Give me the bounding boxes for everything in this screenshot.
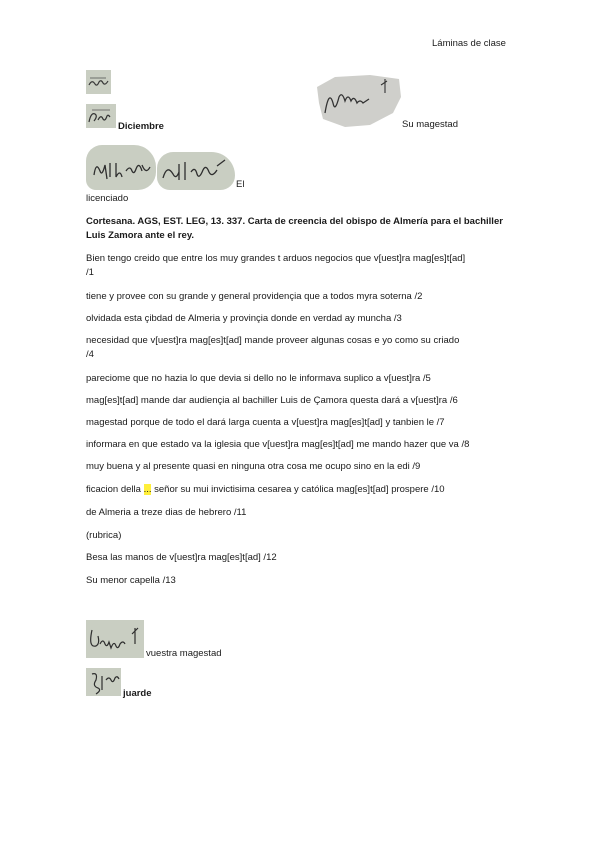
manuscript-fragment-image [86,104,116,128]
manuscript-fragment-image [86,145,156,190]
transcription-line: Bien tengo creido que entre los muy grandes t arduos negocios que v[uest]ra mag[es]t[ad] /1 [86,253,466,278]
fragment-caption: Su magestad [402,119,458,130]
transcription-line: magestad porque de todo el dará larga cuenta a v[uest]ra mag[es]t[ad] y tanbien le /7 [86,417,445,428]
page-header: Láminas de clase [432,38,506,49]
highlighted-gap: ... [143,484,152,495]
transcription-line: informara en que estado va la iglesia que v[uest]ra mag[es]t[ad] me mando hazer que va /8 [86,439,470,450]
manuscript-fragment-image [157,152,235,190]
fragment-caption: vuestra magestad [146,648,222,659]
transcription-line: (rubrica) [86,530,122,541]
transcription-line: necesidad que v[uest]ra mag[es]t[ad] mande proveer algunas cosas e yo como su criado /4 [86,335,460,360]
transcription-line: de Almeria a treze dias de hebrero /11 [86,507,247,518]
transcription-line: Besa las manos de v[uest]ra mag[es]t[ad] /12 [86,552,277,563]
fragment-caption: licenciado [86,193,129,204]
transcription-line: muy buena y al presente quasi en ninguna otra cosa me ocupo sino en la edi /9 [86,461,421,472]
document-title: Cortesana. AGS, EST. LEG, 13. 337. Carta de creencia del obispo de Almería para el bachiller Luis Zamora ante el rey. [86,216,503,241]
transcription-line: tiene y provee con su grande y general providençia que a todos myra soterna /2 [86,291,423,302]
manuscript-fragment-image [315,73,403,129]
fragment-caption: Diciembre [118,121,164,132]
manuscript-fragment-image [86,620,144,658]
transcription-line: ficacion della ... señor su mui invictisima cesarea y católica mag[es]t[ad] prospere /10 [86,484,445,495]
transcription-line: olvidada esta çibdad de Almeria y provinçia donde en verdad ay muncha /3 [86,313,402,324]
manuscript-fragment-image [86,668,121,696]
fragment-caption: juarde [123,688,152,699]
transcription-line: mag[es]t[ad] mande dar audiençia al bachiller Luis de Çamora questa dará a v[uest]ra /6 [86,395,458,406]
manuscript-fragment-image [86,70,111,94]
fragment-caption: El [236,179,245,190]
transcription-line: Su menor capella /13 [86,575,176,586]
transcription-line: pareciome que no hazia lo que devia si dello no le informava suplico a v[uest]ra /5 [86,373,431,384]
